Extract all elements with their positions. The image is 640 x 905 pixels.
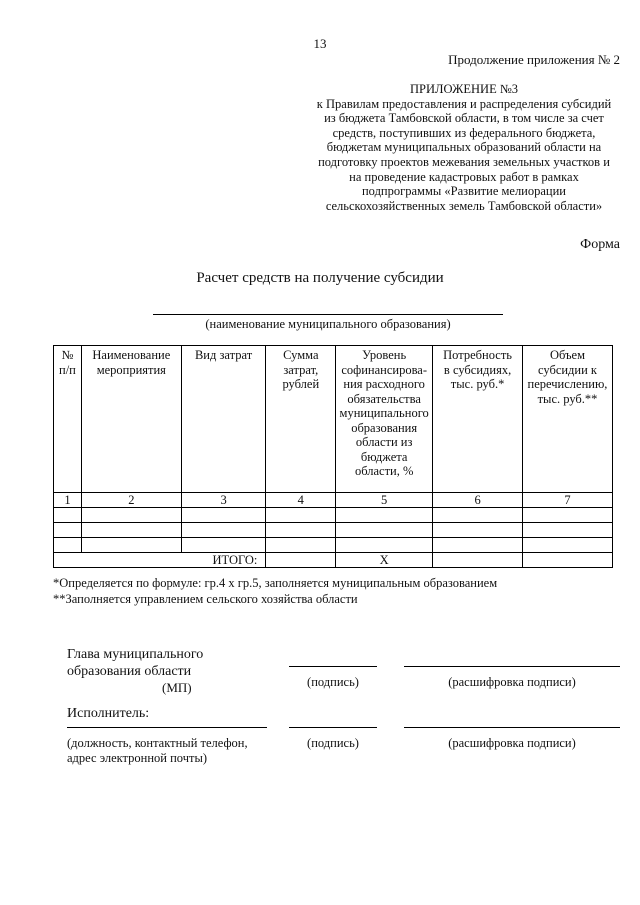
table-cell[interactable] bbox=[266, 523, 336, 538]
header-line: п/п bbox=[59, 362, 76, 377]
executor-caption-line: адрес электронной почты) bbox=[67, 751, 208, 765]
header-line: субсидии к bbox=[537, 362, 597, 377]
document-title: Расчет средств на получение субсидии bbox=[196, 270, 444, 286]
table-row bbox=[54, 538, 613, 553]
appendix-line: подготовку проектов межевания земельных участков и bbox=[318, 154, 610, 169]
head-title-line: Глава муниципального bbox=[67, 647, 204, 662]
column-number: 5 bbox=[336, 493, 433, 508]
col-header-cost-sum bbox=[266, 346, 336, 493]
head-signature-caption: (подпись) bbox=[307, 675, 359, 689]
table-row bbox=[54, 523, 613, 538]
head-signature-line[interactable] bbox=[289, 666, 377, 667]
table-cell[interactable] bbox=[336, 538, 433, 553]
municipality-caption: (наименование муниципального образования) bbox=[205, 317, 451, 331]
calculation-table bbox=[53, 345, 613, 568]
header-line: области, % bbox=[354, 464, 414, 478]
continuation-label: Продолжение приложения № 2 bbox=[448, 52, 620, 67]
table-cell[interactable] bbox=[336, 523, 433, 538]
head-title bbox=[67, 646, 203, 680]
head-decoding-line[interactable] bbox=[404, 666, 620, 667]
header-line: Уровень bbox=[362, 348, 407, 362]
total-transfer[interactable] bbox=[523, 553, 613, 568]
footnote-1: *Определяется по формуле: гр.4 х гр.5, заполняется муниципальным образованием bbox=[53, 576, 498, 590]
header-line: затрат, bbox=[283, 362, 319, 377]
header-line: Сумма bbox=[283, 348, 319, 362]
municipality-fill-line[interactable] bbox=[153, 314, 503, 315]
executor-label: Исполнитель: bbox=[67, 706, 150, 721]
column-number-row bbox=[54, 493, 613, 508]
col-header-event bbox=[81, 346, 181, 493]
appendix-line: средств, поступивших из федерального бюджета, bbox=[332, 125, 596, 140]
column-number: 7 bbox=[523, 493, 613, 508]
page-number: 13 bbox=[313, 36, 327, 51]
header-line: Вид затрат bbox=[194, 348, 253, 362]
executor-signature-caption: (подпись) bbox=[307, 736, 359, 750]
table-cell[interactable] bbox=[523, 523, 613, 538]
head-title-line: образования области bbox=[67, 664, 192, 679]
header-line: образования bbox=[351, 420, 418, 435]
appendix-title: ПРИЛОЖЕНИЕ №3 bbox=[409, 82, 519, 96]
head-decoding-caption: (расшифровка подписи) bbox=[448, 675, 576, 689]
total-need[interactable] bbox=[433, 553, 523, 568]
col-header-number bbox=[54, 346, 82, 493]
executor-decoding-caption: (расшифровка подписи) bbox=[448, 736, 576, 750]
column-number: 6 bbox=[433, 493, 523, 508]
table-cell[interactable] bbox=[81, 508, 181, 523]
table-cell[interactable] bbox=[523, 538, 613, 553]
table-cell[interactable] bbox=[54, 538, 82, 553]
footnote-2: **Заполняется управлением сельского хозяйства области bbox=[53, 592, 358, 606]
header-line: рублей bbox=[282, 377, 320, 391]
header-line: № bbox=[61, 348, 74, 362]
col-header-transfer bbox=[523, 346, 613, 493]
table-cell[interactable] bbox=[81, 523, 181, 538]
column-number: 3 bbox=[181, 493, 266, 508]
executor-decoding-line[interactable] bbox=[404, 727, 620, 728]
total-cost-sum[interactable] bbox=[266, 553, 336, 568]
header-line: ния расходного bbox=[343, 377, 425, 391]
table-cell[interactable] bbox=[54, 508, 82, 523]
header-line: Потребность bbox=[443, 348, 512, 362]
appendix-line: из бюджета Тамбовской области, в том числе за счет bbox=[324, 111, 604, 126]
header-line: Объем bbox=[550, 348, 585, 362]
table-cell[interactable] bbox=[266, 508, 336, 523]
table-cell[interactable] bbox=[181, 523, 266, 538]
form-label: Форма bbox=[580, 237, 620, 252]
appendix-line: к Правилам предоставления и распределения субсидий bbox=[316, 96, 612, 111]
col-header-need bbox=[433, 346, 523, 493]
table-row bbox=[54, 508, 613, 523]
appendix-line: сельскохозяйственных земель Тамбовской области» bbox=[325, 198, 603, 213]
header-line: Наименование bbox=[92, 348, 171, 362]
col-header-cost-type bbox=[181, 346, 266, 493]
table-cell[interactable] bbox=[433, 523, 523, 538]
table-cell[interactable] bbox=[81, 538, 181, 553]
header-line: тыс. руб.* bbox=[450, 377, 505, 391]
header-line: в субсидиях, bbox=[443, 362, 512, 377]
appendix-line: на проведение кадастровых работ в рамках bbox=[349, 169, 579, 184]
table-cell[interactable] bbox=[336, 508, 433, 523]
table-cell[interactable] bbox=[523, 508, 613, 523]
header-line: области из bbox=[355, 435, 413, 449]
total-label: ИТОГО: bbox=[54, 553, 266, 568]
total-row bbox=[54, 553, 613, 568]
total-cofinancing-mark: Х bbox=[336, 553, 433, 568]
executor-caption-line: (должность, контактный телефон, bbox=[67, 736, 248, 750]
appendix-line: подпрограммы «Развитие мелиорации bbox=[361, 184, 566, 199]
table-header-row bbox=[54, 346, 613, 493]
header-line: тыс. руб.** bbox=[537, 391, 598, 406]
header-line: мероприятия bbox=[96, 362, 166, 377]
table-cell[interactable] bbox=[433, 508, 523, 523]
executor-signature-line[interactable] bbox=[289, 727, 377, 728]
appendix-line: бюджетам муниципальных образований области на bbox=[326, 140, 602, 155]
executor-position-line[interactable] bbox=[67, 727, 267, 728]
table-cell[interactable] bbox=[181, 538, 266, 553]
stamp-label: (МП) bbox=[162, 680, 192, 695]
header-line: бюджета bbox=[360, 449, 408, 464]
table-cell[interactable] bbox=[54, 523, 82, 538]
column-number: 2 bbox=[81, 493, 181, 508]
table-cell[interactable] bbox=[433, 538, 523, 553]
executor-position-caption bbox=[67, 736, 277, 766]
table-cell[interactable] bbox=[181, 508, 266, 523]
column-number: 1 bbox=[54, 493, 82, 508]
table-cell[interactable] bbox=[266, 538, 336, 553]
header-line: софинансирова- bbox=[341, 362, 428, 377]
appendix-block bbox=[306, 82, 622, 213]
column-number: 4 bbox=[266, 493, 336, 508]
header-line: обязательства bbox=[347, 391, 421, 406]
col-header-cofinancing bbox=[336, 346, 433, 493]
header-line: муниципального bbox=[339, 406, 429, 420]
header-line: перечислению, bbox=[527, 377, 608, 391]
